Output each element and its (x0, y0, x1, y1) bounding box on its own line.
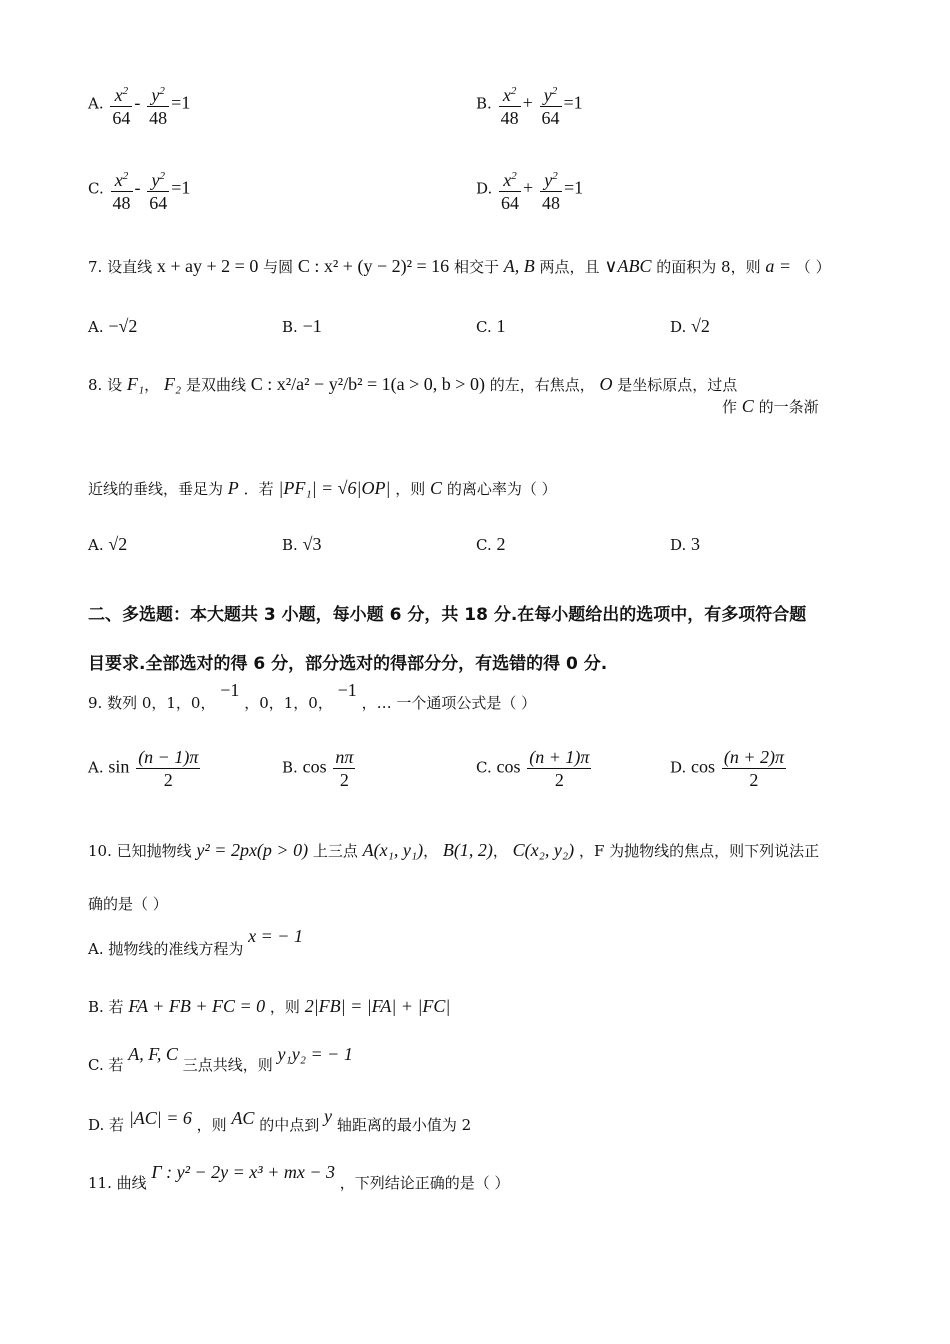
function-name: sin (108, 756, 130, 777)
q8-option-d (670, 534, 700, 555)
question-text: 与圆 (263, 258, 294, 276)
math-expr: −1 (220, 680, 240, 700)
option-text: 的中点到 (259, 1116, 320, 1134)
option-text: A. 抛物线的准线方程为 (88, 940, 244, 958)
question-text: 的面积为 8，则 (656, 258, 761, 276)
q7-option-a (88, 316, 137, 337)
math-expr: −1 (337, 680, 357, 700)
question-text: 10. 已知抛物线 (88, 842, 192, 860)
option-label: C. (476, 758, 492, 777)
q10-option-b (88, 996, 450, 1017)
question-text: ，下列结论正确的是（ ） (339, 1174, 510, 1192)
q6-option-d: D. $\frac{x^2}{64}$ + $\frac{y^2}{48}$ =1 (476, 165, 583, 214)
question-text: 的左，右焦点， (489, 376, 595, 394)
question-text: 的一条渐 (758, 398, 819, 416)
math-expr: C : x² + (y − 2)² = 16 (297, 256, 450, 276)
math-expr: FA + FB + FC = 0 (128, 996, 266, 1016)
option-label: B. (282, 536, 298, 554)
question-8-line2 (88, 478, 557, 499)
question-7 (88, 256, 831, 277)
question-text: ，… 一个通项公式是（ ） (361, 694, 537, 712)
q9-option-b (282, 746, 357, 791)
question-11 (88, 1162, 510, 1193)
question-text: 7. 设直线 (88, 258, 153, 276)
question-text: 作 (722, 398, 738, 416)
math-expr: a = (765, 256, 792, 276)
fraction: $\frac{y^2}{64}$ (147, 165, 169, 214)
option-value: 2 (496, 534, 506, 554)
question-text: 的离心率为（ ） (446, 480, 557, 498)
math-expr: C : x²/a² − y²/b² = 1(a > 0, b > 0) (250, 374, 485, 394)
answer-paren: （ ） (795, 258, 831, 276)
section-heading: 二、多选题：本大题共 3 小题，每小题 6 分，共 18 分.在每小题给出的选项中，有多项符合题 (88, 605, 807, 625)
question-text: 11. 曲线 (88, 1174, 147, 1192)
option-value: √2 (691, 316, 710, 336)
math-expr: C (430, 478, 443, 498)
option-value: 1 (496, 316, 506, 336)
question-text: 相交于 (453, 258, 499, 276)
math-expr: F₂ (163, 374, 182, 394)
question-10: 10. 已知抛物线 y² = 2px(p > 0) 上三点 A(x₁, y₁)， B(1, 2)， C(x₂, y₂) ，F 为抛物线的焦点，则下列说法正 (88, 840, 820, 860)
fraction: $\frac{x^2}{64}$ (110, 80, 132, 129)
question-text: ．若 (243, 480, 274, 498)
math-expr: AC (231, 1108, 255, 1128)
q9-option-c (476, 746, 593, 791)
option-label: A. (88, 94, 104, 113)
fraction: $\frac{(n + 1)\pi}{2}$ (529, 747, 590, 790)
question-text: ，0，1，0， (244, 694, 333, 712)
question-text: 两点，且 (539, 258, 600, 276)
math-expr: A, F, C (128, 1044, 178, 1064)
question-9 (88, 680, 537, 713)
fraction: $\frac{x^2}{48}$ (499, 80, 521, 129)
fraction: $\frac{y^2}{64}$ (540, 80, 562, 129)
option-text: ，则 (269, 998, 300, 1016)
math-expr: A(x₁, y₁) (362, 840, 424, 860)
math-expr: y₁y₂ = − 1 (277, 1044, 353, 1064)
question-text: 9. 数列 0，1，0， (88, 694, 216, 712)
function-name: cos (691, 756, 716, 777)
fraction: $\frac{y^2}{48}$ (147, 80, 169, 129)
math-expr: x = − 1 (248, 926, 303, 946)
math-expr: |PF₁| = √6|OP| (278, 478, 391, 498)
question-8-tail (722, 396, 819, 417)
math-expr: F₁ (126, 374, 145, 394)
option-text: ，则 (196, 1116, 227, 1134)
math-expr: C (741, 396, 754, 416)
q8-option-b (282, 534, 321, 555)
fraction: $\frac{n\pi}{2}$ (335, 747, 354, 790)
option-text: C. 若 (88, 1056, 124, 1074)
q8-option-c (476, 534, 506, 555)
section-heading-line2: 目要求.全部选对的得 6 分，部分选对的得部分分，有选错的得 0 分. (88, 654, 608, 674)
fraction: $\frac{y^2}{48}$ (540, 165, 562, 214)
q6-option-b: B. $\frac{x^2}{48}$ + $\frac{y^2}{64}$ =1 (476, 80, 583, 129)
math-expr: ∨ABC (604, 256, 652, 276)
math-expr: A, B (503, 256, 535, 276)
option-label: C. (476, 318, 492, 336)
question-text: 8. 设 (88, 376, 123, 394)
option-label: D. (670, 536, 687, 554)
question-text: 是坐标原点，过点 (617, 376, 738, 394)
option-value: √2 (108, 534, 128, 554)
question-text: 是双曲线 (185, 376, 246, 394)
q8-option-a (88, 534, 127, 555)
option-label: A. (88, 318, 104, 336)
q10-option-a (88, 926, 303, 959)
option-label: C. (88, 179, 104, 198)
function-name: cos (302, 756, 327, 777)
q7-option-d (670, 316, 710, 337)
math-expr: C(x₂, y₂) (512, 840, 575, 860)
math-expr: 2|FB| = |FA| + |FC| (304, 996, 451, 1016)
option-text: B. 若 (88, 998, 124, 1016)
fraction: $\frac{(n + 2)\pi}{2}$ (723, 747, 784, 790)
option-value: 3 (691, 534, 701, 554)
math-expr: y² = 2px(p > 0) (196, 840, 309, 860)
option-label: A. (88, 758, 104, 777)
option-label: D. (476, 179, 493, 198)
math-expr: x + ay + 2 = 0 (156, 256, 259, 276)
option-label: C. (476, 536, 492, 554)
option-label: D. (670, 318, 687, 336)
option-text: 轴距离的最小值为 2 (336, 1116, 472, 1134)
option-label: D. (670, 758, 687, 777)
question-text: 近线的垂线，垂足为 (88, 480, 224, 498)
q6-option-c: C. $\frac{x^2}{48}$ - $\frac{y^2}{64}$ =1 (88, 165, 190, 214)
q9-option-a (88, 746, 202, 791)
fraction: $\frac{x^2}{64}$ (499, 165, 521, 214)
option-text: 三点共线，则 (182, 1056, 273, 1074)
q7-option-c (476, 316, 506, 337)
q10-option-d (88, 1106, 472, 1135)
question-text: 上三点 (312, 842, 358, 860)
math-expr: O (599, 374, 613, 394)
question-text: ，F 为抛物线的焦点，则下列说法正 (578, 842, 820, 860)
q7-option-b (282, 316, 322, 337)
q9-option-d (670, 746, 788, 791)
option-label: B. (282, 758, 298, 777)
question-10-line2: 确的是（ ） (88, 895, 168, 913)
option-value: −1 (302, 316, 322, 336)
q6-option-a: A. $\frac{x^2}{64}$ - $\frac{y^2}{48}$ =1 (88, 80, 190, 129)
math-expr: y (324, 1106, 333, 1126)
math-expr: |AC| = 6 (128, 1108, 192, 1128)
fraction: $\frac{x^2}{48}$ (111, 165, 133, 214)
question-text: ，则 (395, 480, 426, 498)
function-name: cos (496, 756, 521, 777)
option-value: √3 (302, 534, 322, 554)
q10-option-c (88, 1044, 353, 1075)
fraction: $\frac{(n - 1)\pi}{2}$ (138, 747, 199, 790)
option-label: B. (476, 94, 492, 113)
option-label: B. (282, 318, 298, 336)
option-label: A. (88, 536, 104, 554)
option-value: −√2 (108, 316, 138, 336)
math-expr: P (227, 478, 239, 498)
math-expr: Γ : y² − 2y = x³ + mx − 3 (151, 1162, 335, 1182)
question-8: 8. 设 F₁， F₂ 是双曲线 C : x²/a² − y²/b² = 1(a > 0, b > 0) 的左，右焦点， O 是坐标原点，过点 (88, 374, 738, 394)
math-expr: B(1, 2) (442, 840, 493, 860)
option-text: D. 若 (88, 1116, 125, 1134)
